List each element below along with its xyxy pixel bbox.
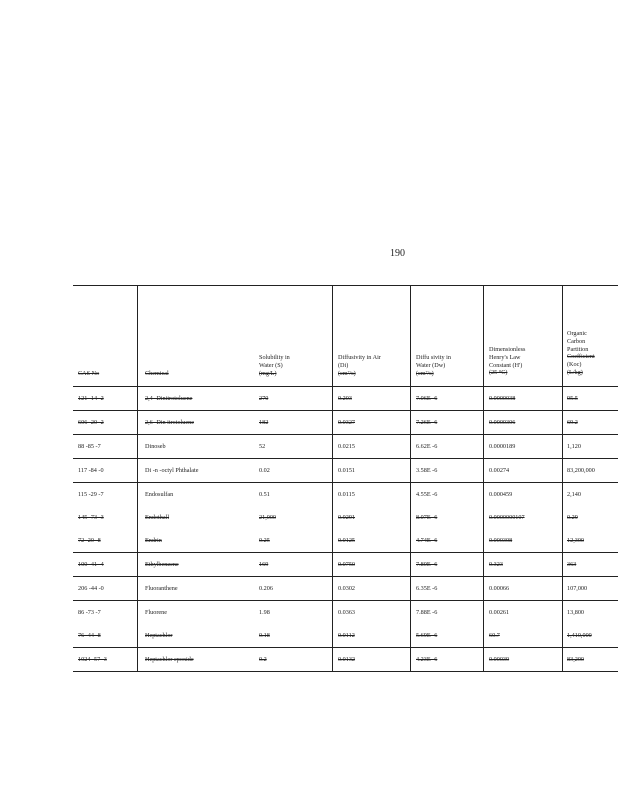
cell-chemical: Dinoseb [145, 443, 166, 450]
header-line: (cm²/s) [416, 369, 434, 377]
table-row-group [73, 577, 618, 601]
cell-koc: 12,300 [567, 537, 585, 544]
cell-cas: 72 -20 -8 [78, 537, 101, 544]
header-line: Dimensionless [489, 346, 526, 353]
cell-solubility: 1.98 [259, 609, 270, 616]
cell-chemical: Endosulfan [145, 491, 174, 498]
cell-diff_air: 0.203 [338, 395, 352, 402]
cell-diff_water: 8.07E -6 [416, 514, 438, 521]
cell-chemical: Fluorene [145, 609, 167, 616]
header-line: (25 °C) [489, 369, 508, 377]
table-row-group [73, 601, 618, 648]
cell-henry: 0.0000189 [489, 443, 516, 450]
column-divider [410, 285, 411, 672]
header-chemical [145, 370, 169, 378]
cell-diff_water: 7.06E -6 [416, 395, 438, 402]
cell-solubility: 0.2 [259, 656, 267, 663]
cell-cas: 121 -14 -2 [78, 395, 104, 402]
cell-koc: 363 [567, 561, 577, 568]
cell-chemical: Di -n -octyl Phthalate [145, 467, 199, 474]
cell-henry: 60.7 [489, 632, 500, 639]
cell-diff_water: 7.80E -6 [416, 561, 438, 568]
cell-chemical: Heptachlor [145, 632, 173, 639]
cell-henry: 0.00261 [489, 609, 510, 616]
cell-diff_air: 0.0151 [338, 467, 356, 474]
cell-diff_air: 0.0363 [338, 609, 356, 616]
table-row-group [73, 459, 618, 483]
header-line: Henry's Law [489, 353, 521, 361]
header-cas [78, 370, 99, 378]
cell-diff_water: 6.35E -6 [416, 585, 438, 592]
cell-cas: 206 -44 -0 [78, 585, 104, 592]
cell-diff_water: 5.69E -6 [416, 632, 438, 639]
header-line: (L/kg) [567, 368, 583, 376]
header-line: Diffusivity in Air [338, 354, 381, 361]
table-row-group [73, 553, 618, 577]
header-henry [489, 346, 525, 377]
cell-solubility: 0.18 [259, 632, 270, 639]
cell-henry: 0.0000038 [489, 395, 516, 402]
cell-henry: 0.000459 [489, 491, 513, 498]
header-line: Coefficient [567, 353, 595, 361]
cell-diff_water: 7.88E -6 [416, 609, 438, 616]
column-divider [483, 285, 484, 672]
cell-diff_air: 0.0112 [338, 632, 355, 639]
cell-henry: 0.00274 [489, 467, 510, 474]
cell-chemical: Ethylbenzene [145, 561, 179, 568]
cell-cas: 100 -41 -4 [78, 561, 104, 568]
cell-diff_air: 0.0291 [338, 514, 356, 521]
table-header [73, 285, 618, 387]
cell-cas: 1024 -57 -3 [78, 656, 107, 663]
cell-henry: 0.00039 [489, 656, 510, 663]
header-line: Organic [567, 330, 587, 337]
table-row-group [73, 411, 618, 435]
header-diff_air [338, 354, 381, 377]
cell-cas: 88 -85 -7 [78, 443, 101, 450]
cell-chemical: Heptachlor epoxide [145, 656, 194, 663]
cell-solubility: 182 [259, 419, 269, 426]
cell-solubility: 270 [259, 395, 269, 402]
cell-solubility: 169 [259, 561, 269, 568]
cell-chemical: Fluoranthene [145, 585, 178, 592]
cell-chemical: 2,4 -Dinitrotoluene [145, 395, 193, 402]
header-line: Partition [567, 345, 589, 353]
cell-diff_water: 4.23E -6 [416, 656, 438, 663]
cell-chemical: Endothall [145, 514, 170, 521]
cell-cas: 115 -29 -7 [78, 491, 104, 498]
cell-henry: 0.0000000107 [489, 514, 525, 521]
cell-diff_water: 6.62E -6 [416, 443, 438, 450]
cell-diff_water: 4.74E -6 [416, 537, 438, 544]
cell-solubility: 21,000 [259, 514, 277, 521]
cell-koc: 1,120 [567, 443, 581, 450]
table-row-group [73, 387, 618, 411]
column-divider [137, 285, 138, 672]
cell-cas: 86 -73 -7 [78, 609, 101, 616]
table-row-group [73, 483, 618, 553]
header-line: Solubility in [259, 354, 290, 361]
cell-diff_air: 0.0302 [338, 585, 356, 592]
header-line: CAS No [78, 370, 100, 377]
cell-solubility: 0.51 [259, 491, 270, 498]
cell-koc: 83,200 [567, 656, 585, 663]
header-line: Water (Dw) [416, 361, 446, 369]
cell-chemical: 2,6 -Din itrotoluene [145, 419, 194, 426]
chemical-properties-table [73, 285, 618, 672]
column-divider [562, 285, 563, 672]
cell-koc: 0.29 [567, 514, 578, 521]
header-line: Constant (H') [489, 361, 523, 369]
cell-henry: 0.0000306 [489, 419, 516, 426]
cell-cas: 76 -44 -8 [78, 632, 101, 639]
cell-koc: 1,410,000 [567, 632, 592, 639]
cell-cas: 145 -73 -3 [78, 514, 104, 521]
cell-diff_water: 3.58E -6 [416, 467, 438, 474]
table-body [73, 387, 618, 672]
cell-koc: 95.5 [567, 395, 578, 402]
header-line: (mg/L) [259, 369, 277, 377]
cell-henry: 0.00066 [489, 585, 510, 592]
cell-chemical: Endrin [145, 537, 162, 544]
cell-diff_air: 0.0132 [338, 656, 356, 663]
cell-henry: 0.000308 [489, 537, 513, 544]
cell-diff_air: 0.0327 [338, 419, 356, 426]
cell-diff_air: 0.0750 [338, 561, 356, 568]
header-line: (Koc) [567, 361, 582, 368]
header-line: Carbon [567, 337, 586, 345]
page-number: 190 [390, 248, 405, 259]
cell-koc: 13,800 [567, 609, 585, 616]
cell-diff_air: 0.0215 [338, 443, 356, 450]
cell-koc: 2,140 [567, 491, 581, 498]
cell-solubility: 0.206 [259, 585, 273, 592]
cell-koc: 83,200,000 [567, 467, 595, 474]
header-solubility [259, 354, 290, 377]
cell-solubility: 0.25 [259, 537, 270, 544]
header-line: Chemical [145, 370, 169, 377]
cell-solubility: 52 [259, 443, 266, 450]
header-line: (cm²/s) [338, 369, 356, 377]
cell-diff_air: 0.0115 [338, 491, 355, 498]
table-row-group [73, 435, 618, 459]
cell-diff_air: 0.0125 [338, 537, 356, 544]
header-diff_water [416, 354, 451, 377]
cell-koc: 69.2 [567, 419, 578, 426]
header-line: (Di) [338, 361, 349, 369]
header-koc [567, 330, 595, 377]
cell-cas: 117 -84 -0 [78, 467, 104, 474]
cell-diff_water: 7.26E -6 [416, 419, 438, 426]
cell-diff_water: 4.55E -6 [416, 491, 438, 498]
cell-solubility: 0.02 [259, 467, 270, 474]
table-row-group [73, 648, 618, 672]
cell-henry: 0.323 [489, 561, 503, 568]
column-divider [332, 285, 333, 672]
cell-cas: 606 -20 -2 [78, 419, 104, 426]
cell-koc: 107,000 [567, 585, 588, 592]
header-line: Diffu sivity in [416, 354, 451, 361]
header-line: Water (S) [259, 361, 283, 369]
